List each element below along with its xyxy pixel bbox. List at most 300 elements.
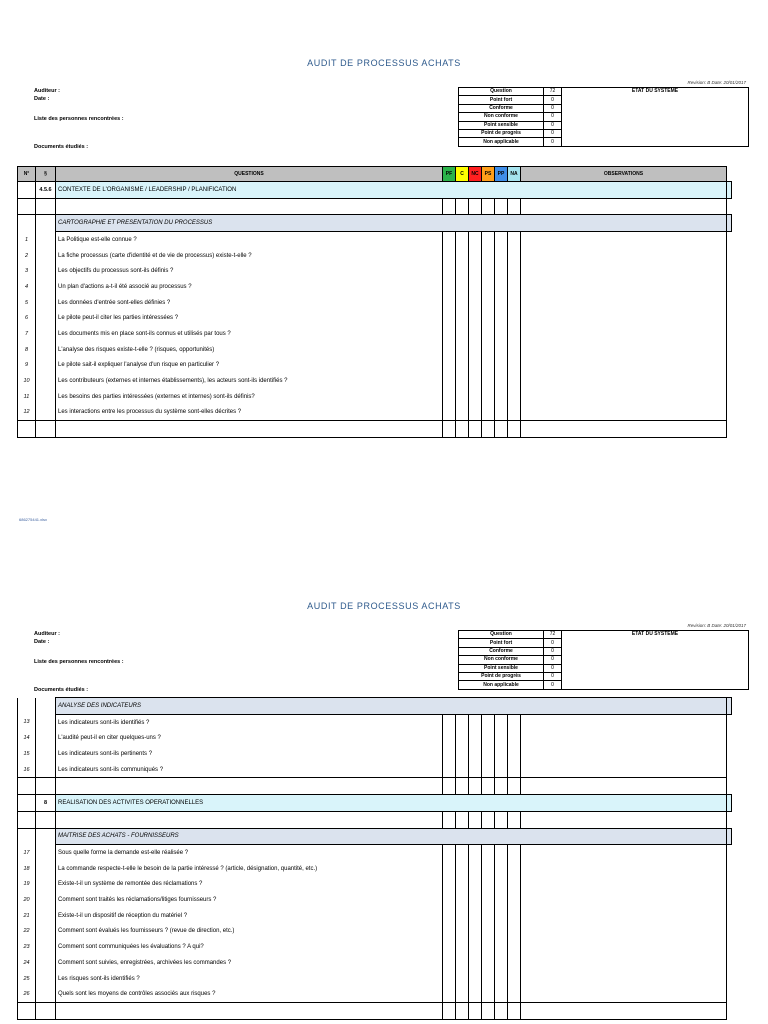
check-cell-pp[interactable]	[495, 955, 508, 971]
status-row	[459, 129, 749, 137]
status-row	[459, 681, 749, 689]
check-cell-pf[interactable]	[443, 778, 456, 795]
status-row	[459, 88, 749, 96]
check-cell-c[interactable]	[456, 232, 469, 248]
table-row	[18, 342, 732, 358]
check-cell-pp[interactable]	[495, 326, 508, 342]
check-cell-c[interactable]	[456, 746, 469, 762]
check-cell-c[interactable]	[456, 405, 469, 421]
check-cell-pp[interactable]	[495, 311, 508, 327]
check-cell-pp[interactable]	[495, 762, 508, 778]
check-cell-c[interactable]	[456, 778, 469, 795]
check-cell-pp[interactable]	[495, 295, 508, 311]
observation-cell[interactable]	[727, 795, 732, 812]
check-cell-ps[interactable]	[482, 389, 495, 405]
check-cell-pp[interactable]	[495, 1003, 508, 1020]
table-row	[18, 326, 732, 342]
question-text: Les données d'entrée sont-elles définies ?	[56, 295, 443, 311]
row-section	[36, 955, 56, 971]
check-cell-pf[interactable]	[443, 405, 456, 421]
row-section	[36, 924, 56, 940]
check-cell-ps[interactable]	[482, 198, 495, 215]
check-cell-nc[interactable]	[469, 263, 482, 279]
check-cell-pf[interactable]	[443, 861, 456, 877]
observation-cell[interactable]	[521, 811, 727, 828]
check-cell-c[interactable]	[456, 730, 469, 746]
table-row	[18, 295, 732, 311]
table-row	[18, 421, 732, 438]
check-cell-nc[interactable]	[469, 342, 482, 358]
check-cell-pp[interactable]	[495, 358, 508, 374]
check-cell-na[interactable]	[508, 762, 521, 778]
observation-cell[interactable]	[521, 924, 727, 940]
check-cell-nc[interactable]	[469, 248, 482, 264]
check-cell-c[interactable]	[456, 342, 469, 358]
observation-cell[interactable]	[521, 746, 727, 762]
observation-cell[interactable]	[521, 955, 727, 971]
check-cell-c[interactable]	[456, 358, 469, 374]
check-cell-nc[interactable]	[469, 746, 482, 762]
row-number: 14	[18, 730, 36, 746]
check-cell-na[interactable]	[508, 986, 521, 1002]
etat-systeme-cell	[562, 639, 749, 647]
check-cell-na[interactable]	[508, 326, 521, 342]
question-text: Comment sont suivies, enregistrées, archivées les commandes ?	[56, 955, 443, 971]
check-cell-na[interactable]	[508, 263, 521, 279]
row-number: 19	[18, 877, 36, 893]
observation-cell[interactable]	[521, 971, 727, 987]
check-cell-ps[interactable]	[482, 924, 495, 940]
check-cell-nc[interactable]	[469, 232, 482, 248]
observation-cell[interactable]	[521, 939, 727, 955]
check-cell-c[interactable]	[456, 986, 469, 1002]
check-cell-ps[interactable]	[482, 762, 495, 778]
check-cell-nc[interactable]	[469, 811, 482, 828]
table-row	[18, 405, 732, 421]
observation-cell[interactable]	[521, 1003, 727, 1020]
check-cell-pp[interactable]	[495, 421, 508, 438]
status-value: 0	[544, 664, 562, 672]
check-cell-pp[interactable]	[495, 939, 508, 955]
check-cell-c[interactable]	[456, 877, 469, 893]
check-cell-ps[interactable]	[482, 248, 495, 264]
check-cell-c[interactable]	[456, 714, 469, 730]
check-cell-na[interactable]	[508, 198, 521, 215]
observation-cell[interactable]	[521, 845, 727, 861]
check-cell-nc[interactable]	[469, 730, 482, 746]
check-cell-nc[interactable]	[469, 421, 482, 438]
subsection-title: ANALYSE DES INDICATEURS	[56, 698, 727, 715]
check-cell-ps[interactable]	[482, 861, 495, 877]
row-section	[36, 342, 56, 358]
check-cell-ps[interactable]	[482, 358, 495, 374]
check-cell-ps[interactable]	[482, 326, 495, 342]
check-cell-nc[interactable]	[469, 358, 482, 374]
date-label: Date :	[34, 639, 50, 645]
row-number: 6	[18, 311, 36, 327]
status-row	[459, 631, 749, 639]
check-cell-pp[interactable]	[495, 892, 508, 908]
question-text	[56, 811, 443, 828]
check-cell-na[interactable]	[508, 877, 521, 893]
etat-systeme-cell	[562, 129, 749, 137]
check-cell-pp[interactable]	[495, 389, 508, 405]
check-cell-pp[interactable]	[495, 908, 508, 924]
check-cell-c[interactable]	[456, 198, 469, 215]
check-cell-ps[interactable]	[482, 892, 495, 908]
row-section	[36, 828, 56, 845]
check-cell-pf[interactable]	[443, 421, 456, 438]
observation-cell[interactable]	[521, 421, 727, 438]
check-cell-nc[interactable]	[469, 955, 482, 971]
check-cell-c[interactable]	[456, 248, 469, 264]
check-cell-pf[interactable]	[443, 845, 456, 861]
check-cell-pf[interactable]	[443, 198, 456, 215]
check-cell-c[interactable]	[456, 955, 469, 971]
check-cell-nc[interactable]	[469, 295, 482, 311]
check-cell-na[interactable]	[508, 861, 521, 877]
observation-cell[interactable]	[521, 311, 727, 327]
check-cell-nc[interactable]	[469, 845, 482, 861]
check-cell-pf[interactable]	[443, 746, 456, 762]
check-cell-ps[interactable]	[482, 730, 495, 746]
check-cell-c[interactable]	[456, 861, 469, 877]
check-cell-c[interactable]	[456, 762, 469, 778]
question-text: La fiche processus (carte d'identité et de vie de processus) existe-t-elle ?	[56, 248, 443, 264]
check-cell-na[interactable]	[508, 279, 521, 295]
check-cell-pp[interactable]	[495, 778, 508, 795]
check-cell-pp[interactable]	[495, 746, 508, 762]
check-cell-ps[interactable]	[482, 971, 495, 987]
check-cell-c[interactable]	[456, 326, 469, 342]
check-cell-c[interactable]	[456, 971, 469, 987]
check-cell-na[interactable]	[508, 405, 521, 421]
check-cell-ps[interactable]	[482, 405, 495, 421]
check-cell-nc[interactable]	[469, 908, 482, 924]
check-cell-pp[interactable]	[495, 342, 508, 358]
row-section	[36, 405, 56, 421]
observation-cell[interactable]	[521, 778, 727, 795]
check-cell-nc[interactable]	[469, 198, 482, 215]
check-cell-na[interactable]	[508, 892, 521, 908]
check-cell-c[interactable]	[456, 1003, 469, 1020]
check-cell-ps[interactable]	[482, 342, 495, 358]
check-cell-ps[interactable]	[482, 955, 495, 971]
check-cell-nc[interactable]	[469, 778, 482, 795]
check-cell-na[interactable]	[508, 730, 521, 746]
date-label: Date :	[34, 96, 50, 102]
check-cell-ps[interactable]	[482, 811, 495, 828]
check-cell-pp[interactable]	[495, 248, 508, 264]
check-cell-c[interactable]	[456, 421, 469, 438]
check-cell-nc[interactable]	[469, 971, 482, 987]
table-row	[18, 746, 732, 762]
check-cell-nc[interactable]	[469, 762, 482, 778]
check-cell-ps[interactable]	[482, 295, 495, 311]
table-row	[18, 778, 732, 795]
status-row	[459, 656, 749, 664]
status-table	[458, 630, 749, 690]
check-cell-pp[interactable]	[495, 924, 508, 940]
check-cell-na[interactable]	[508, 971, 521, 987]
check-cell-na[interactable]	[508, 746, 521, 762]
table-row	[18, 845, 732, 861]
etat-systeme-cell	[562, 672, 749, 680]
check-cell-ps[interactable]	[482, 311, 495, 327]
check-cell-pf[interactable]	[443, 311, 456, 327]
check-cell-pf[interactable]	[443, 248, 456, 264]
check-cell-pp[interactable]	[495, 714, 508, 730]
observation-cell[interactable]	[727, 215, 732, 232]
check-cell-c[interactable]	[456, 845, 469, 861]
check-cell-ps[interactable]	[482, 1003, 495, 1020]
check-cell-nc[interactable]	[469, 405, 482, 421]
check-cell-c[interactable]	[456, 263, 469, 279]
check-cell-c[interactable]	[456, 373, 469, 389]
check-cell-ps[interactable]	[482, 373, 495, 389]
check-cell-pf[interactable]	[443, 326, 456, 342]
etat-systeme-cell	[562, 104, 749, 112]
status-row	[459, 639, 749, 647]
status-row	[459, 138, 749, 146]
check-cell-na[interactable]	[508, 389, 521, 405]
observation-cell[interactable]	[521, 232, 727, 248]
check-cell-pp[interactable]	[495, 279, 508, 295]
table-row	[18, 215, 732, 232]
check-cell-na[interactable]	[508, 358, 521, 374]
observation-cell[interactable]	[521, 730, 727, 746]
check-cell-na[interactable]	[508, 845, 521, 861]
check-cell-pf[interactable]	[443, 373, 456, 389]
table-row	[18, 232, 732, 248]
status-label: Non conforme	[459, 113, 544, 121]
check-cell-pf[interactable]	[443, 892, 456, 908]
check-cell-c[interactable]	[456, 279, 469, 295]
check-cell-nc[interactable]	[469, 861, 482, 877]
check-cell-nc[interactable]	[469, 326, 482, 342]
status-label: Point de progrès	[459, 672, 544, 680]
check-cell-pp[interactable]	[495, 263, 508, 279]
observation-cell[interactable]	[521, 908, 727, 924]
question-text: Les indicateurs sont-ils pertinents ?	[56, 746, 443, 762]
observation-cell[interactable]	[521, 373, 727, 389]
question-text	[56, 778, 443, 795]
check-cell-ps[interactable]	[482, 279, 495, 295]
observation-cell[interactable]	[521, 263, 727, 279]
status-value: 0	[544, 121, 562, 129]
observation-cell[interactable]	[727, 182, 732, 199]
check-cell-pf[interactable]	[443, 730, 456, 746]
check-cell-nc[interactable]	[469, 939, 482, 955]
observation-cell[interactable]	[521, 861, 727, 877]
question-text: Les risques sont-ils identifiés ?	[56, 971, 443, 987]
check-cell-na[interactable]	[508, 908, 521, 924]
check-cell-pp[interactable]	[495, 861, 508, 877]
row-number: 18	[18, 861, 36, 877]
check-cell-pf[interactable]	[443, 877, 456, 893]
check-cell-pf[interactable]	[443, 1003, 456, 1020]
section-title: REALISATION DES ACTIVITES OPERATIONNELLES	[56, 795, 727, 812]
col-na: NA	[508, 167, 521, 182]
check-cell-na[interactable]	[508, 232, 521, 248]
check-cell-pf[interactable]	[443, 279, 456, 295]
check-cell-pp[interactable]	[495, 971, 508, 987]
check-cell-na[interactable]	[508, 1003, 521, 1020]
section-title: CONTEXTE DE L'ORGANISME / LEADERSHIP / PLANIFICATION	[56, 182, 727, 199]
check-cell-na[interactable]	[508, 955, 521, 971]
check-cell-na[interactable]	[508, 248, 521, 264]
observation-cell[interactable]	[521, 248, 727, 264]
row-number: 4	[18, 279, 36, 295]
status-label: Non applicable	[459, 138, 544, 146]
check-cell-ps[interactable]	[482, 263, 495, 279]
check-cell-ps[interactable]	[482, 939, 495, 955]
question-text: Les interactions entre les processus du système sont-elles décrites ?	[56, 405, 443, 421]
check-cell-pf[interactable]	[443, 263, 456, 279]
check-cell-nc[interactable]	[469, 924, 482, 940]
row-section	[36, 358, 56, 374]
observation-cell[interactable]	[727, 828, 732, 845]
observation-cell[interactable]	[521, 358, 727, 374]
check-cell-pf[interactable]	[443, 342, 456, 358]
observation-cell[interactable]	[521, 326, 727, 342]
check-cell-c[interactable]	[456, 811, 469, 828]
check-cell-pf[interactable]	[443, 939, 456, 955]
check-cell-nc[interactable]	[469, 986, 482, 1002]
check-cell-pf[interactable]	[443, 971, 456, 987]
observation-cell[interactable]	[521, 389, 727, 405]
status-label: Point de progrès	[459, 129, 544, 137]
row-section	[36, 986, 56, 1002]
check-cell-pf[interactable]	[443, 986, 456, 1002]
check-cell-pp[interactable]	[495, 730, 508, 746]
check-cell-pp[interactable]	[495, 232, 508, 248]
check-cell-c[interactable]	[456, 908, 469, 924]
observation-cell[interactable]	[521, 714, 727, 730]
check-cell-nc[interactable]	[469, 1003, 482, 1020]
row-number	[18, 811, 36, 828]
check-cell-ps[interactable]	[482, 421, 495, 438]
col-pf: PF	[443, 167, 456, 182]
table-row	[18, 924, 732, 940]
observation-cell[interactable]	[521, 986, 727, 1002]
check-cell-pp[interactable]	[495, 405, 508, 421]
observation-cell[interactable]	[521, 342, 727, 358]
check-cell-ps[interactable]	[482, 877, 495, 893]
document-title: AUDIT DE PROCESSUS ACHATS	[307, 58, 461, 68]
check-cell-ps[interactable]	[482, 746, 495, 762]
check-cell-na[interactable]	[508, 714, 521, 730]
status-value: 0	[544, 656, 562, 664]
check-cell-ps[interactable]	[482, 232, 495, 248]
check-cell-c[interactable]	[456, 924, 469, 940]
status-value: 72	[544, 631, 562, 639]
check-cell-na[interactable]	[508, 342, 521, 358]
check-cell-c[interactable]	[456, 939, 469, 955]
check-cell-nc[interactable]	[469, 714, 482, 730]
check-cell-ps[interactable]	[482, 845, 495, 861]
check-cell-nc[interactable]	[469, 389, 482, 405]
check-cell-pf[interactable]	[443, 955, 456, 971]
row-number: 15	[18, 746, 36, 762]
row-number: 2	[18, 248, 36, 264]
check-cell-pp[interactable]	[495, 877, 508, 893]
check-cell-na[interactable]	[508, 811, 521, 828]
observation-cell[interactable]	[521, 279, 727, 295]
row-number: 1	[18, 232, 36, 248]
table-row	[18, 986, 732, 1002]
observation-cell[interactable]	[521, 405, 727, 421]
check-cell-pp[interactable]	[495, 986, 508, 1002]
file-name: 686275441.xlsx	[19, 517, 48, 522]
observation-cell[interactable]	[521, 295, 727, 311]
check-cell-pp[interactable]	[495, 811, 508, 828]
row-section	[36, 295, 56, 311]
check-cell-na[interactable]	[508, 939, 521, 955]
check-cell-pp[interactable]	[495, 373, 508, 389]
check-cell-na[interactable]	[508, 311, 521, 327]
check-cell-nc[interactable]	[469, 279, 482, 295]
check-cell-nc[interactable]	[469, 311, 482, 327]
revision-info: Revision: B Date: 20/01/2017	[687, 80, 746, 85]
observation-cell[interactable]	[521, 762, 727, 778]
check-cell-na[interactable]	[508, 421, 521, 438]
table-row	[18, 795, 732, 812]
check-cell-c[interactable]	[456, 311, 469, 327]
check-cell-c[interactable]	[456, 295, 469, 311]
check-cell-ps[interactable]	[482, 908, 495, 924]
check-cell-pp[interactable]	[495, 845, 508, 861]
check-cell-pf[interactable]	[443, 762, 456, 778]
question-text: Le pilote peut-il citer les parties intéressées ?	[56, 311, 443, 327]
check-cell-pf[interactable]	[443, 908, 456, 924]
observation-cell[interactable]	[521, 877, 727, 893]
check-cell-pp[interactable]	[495, 198, 508, 215]
question-text: L'audité peut-il en citer quelques-uns ?	[56, 730, 443, 746]
check-cell-nc[interactable]	[469, 892, 482, 908]
check-cell-c[interactable]	[456, 892, 469, 908]
check-cell-pf[interactable]	[443, 358, 456, 374]
check-cell-pf[interactable]	[443, 811, 456, 828]
check-cell-pf[interactable]	[443, 232, 456, 248]
auditeur-label: Auditeur :	[34, 88, 60, 94]
check-cell-pf[interactable]	[443, 389, 456, 405]
etat-systeme-cell	[562, 113, 749, 121]
status-label: Question	[459, 631, 544, 639]
check-cell-pf[interactable]	[443, 714, 456, 730]
status-label: Conforme	[459, 647, 544, 655]
check-cell-na[interactable]	[508, 924, 521, 940]
observation-cell[interactable]	[727, 698, 732, 715]
col-nc: NC	[469, 167, 482, 182]
table-row	[18, 1003, 732, 1020]
check-cell-c[interactable]	[456, 389, 469, 405]
observation-cell[interactable]	[521, 198, 727, 215]
check-cell-nc[interactable]	[469, 373, 482, 389]
observation-cell[interactable]	[521, 892, 727, 908]
check-cell-na[interactable]	[508, 373, 521, 389]
check-cell-pf[interactable]	[443, 924, 456, 940]
check-cell-na[interactable]	[508, 295, 521, 311]
check-cell-ps[interactable]	[482, 986, 495, 1002]
check-cell-pf[interactable]	[443, 295, 456, 311]
check-cell-na[interactable]	[508, 778, 521, 795]
check-cell-nc[interactable]	[469, 877, 482, 893]
row-number	[18, 698, 36, 715]
check-cell-ps[interactable]	[482, 778, 495, 795]
check-cell-ps[interactable]	[482, 714, 495, 730]
row-number: 13	[18, 714, 36, 730]
